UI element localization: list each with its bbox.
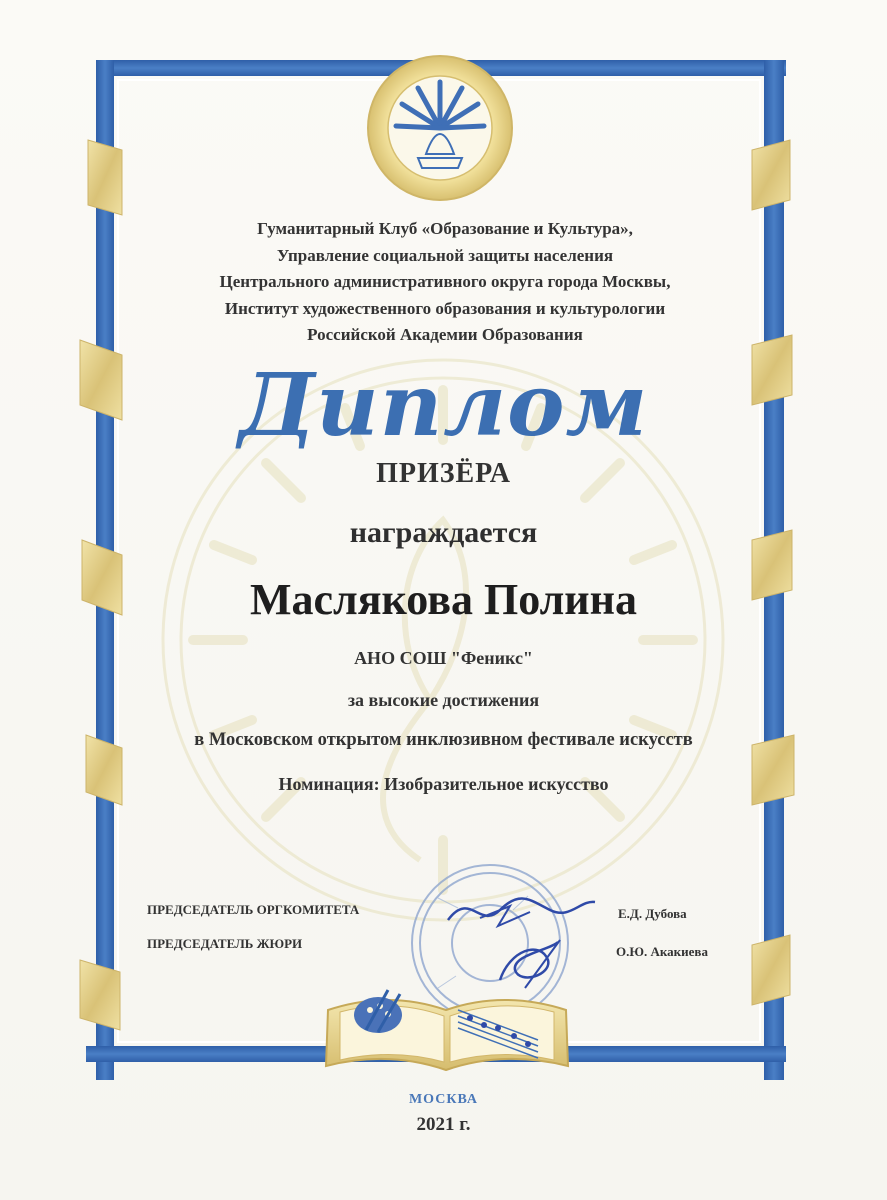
organizing-chair-name: Е.Д. Дубова: [618, 906, 687, 921]
school-name: АНО СОШ "Феникс": [354, 648, 533, 668]
city-label: МОСКВА: [408, 1092, 479, 1107]
diploma-title: Диплом: [238, 355, 649, 456]
awarded-label: награждается: [349, 516, 538, 549]
award-reason: за высокие достижения: [347, 690, 540, 710]
organizer-line: Институт художественного образования и культурологии: [224, 298, 666, 318]
emblem-seal-icon: [366, 54, 514, 202]
open-book-palette-icon: [318, 970, 576, 1080]
organizer-line: Гуманитарный Клуб «Образование и Культура»,: [257, 219, 633, 238]
event-name: в Московском открытом инклюзивном фестивале искусств: [194, 730, 693, 750]
organizers-block: [120, 216, 770, 349]
jury-chair-role: ПРЕДСЕДАТЕЛЬ ЖЮРИ: [147, 936, 303, 951]
year-label: 2021 г.: [416, 1114, 471, 1135]
organizing-chair-role: ПРЕДСЕДАТЕЛЬ ОРГКОМИТЕТА: [147, 902, 360, 917]
nomination: Номинация: Изобразительное искусство: [278, 774, 609, 794]
jury-chair-name: О.Ю. Акакиева: [616, 944, 708, 959]
recipient-name: Маслякова Полина: [249, 575, 638, 624]
rank-title: ПРИЗЁРА: [376, 458, 511, 489]
organizer-line: Управление социальной защиты населения: [276, 245, 614, 265]
organizer-line: Российской Академии Образования: [307, 325, 583, 344]
organizer-line: Центрального административного округа города Москвы,: [219, 272, 671, 291]
